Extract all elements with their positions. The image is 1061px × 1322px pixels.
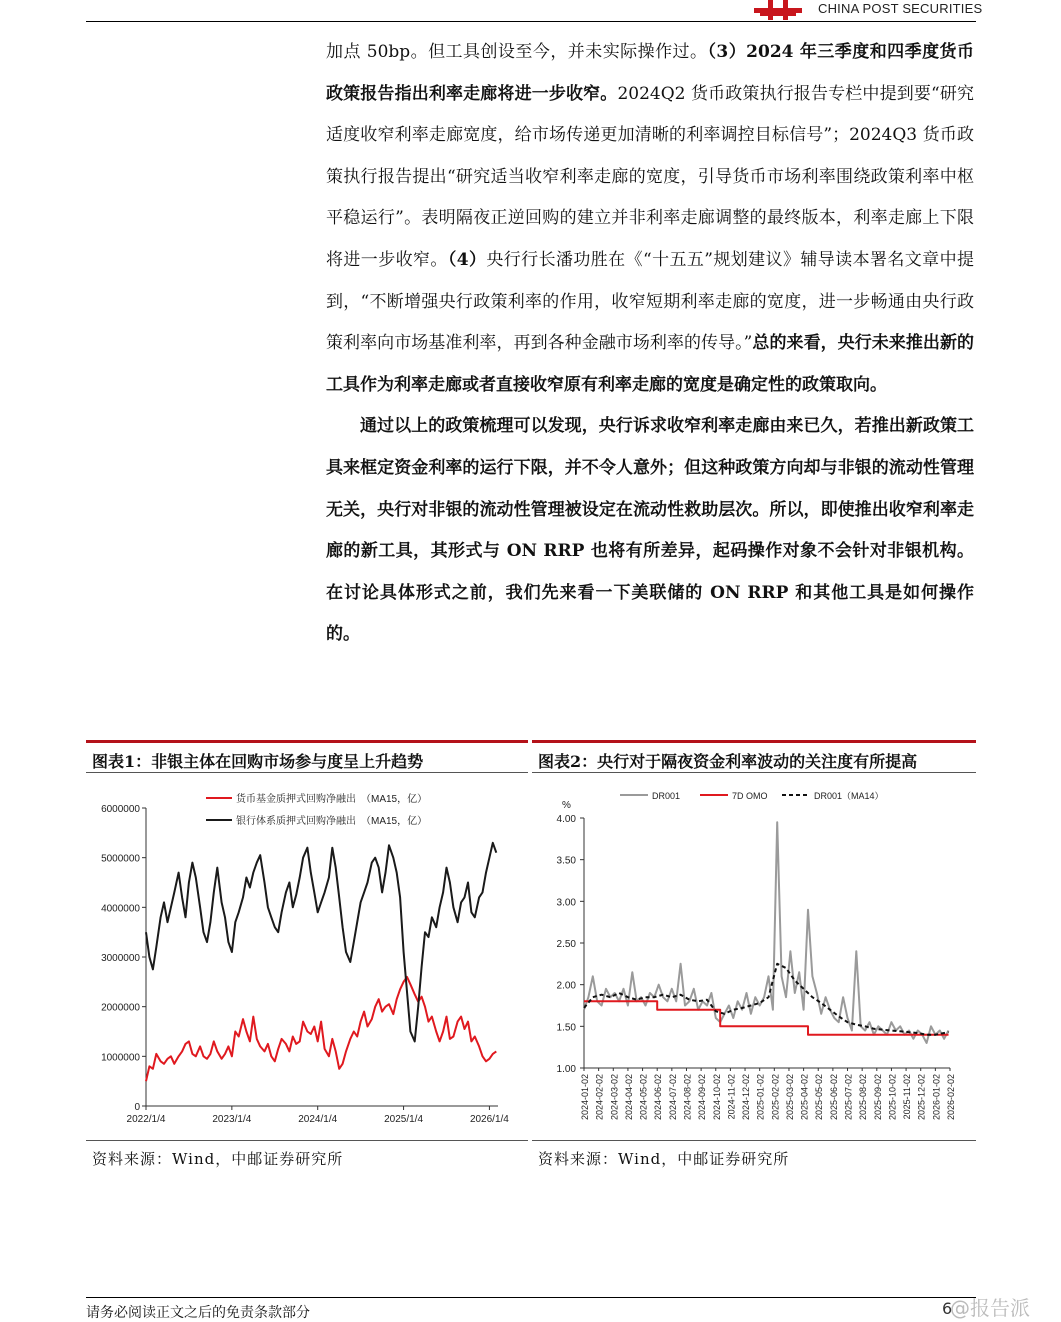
x-tick-label: 2024-10-02 [711, 1074, 722, 1121]
series-line-1 [146, 977, 496, 1081]
x-tick-label: 2025-12-02 [916, 1074, 927, 1121]
page-number: 6 [942, 1299, 953, 1318]
footer-disclaimer: 请务必阅读正文之后的免责条款部分 [86, 1305, 310, 1321]
footer-rule [86, 1297, 976, 1298]
x-tick-label: 2025-09-02 [872, 1074, 883, 1121]
p1-run-1: 加点 50bp。但工具创设至今，并未实际操作过。 [326, 42, 708, 62]
y-tick-label: 2.50 [556, 939, 576, 950]
x-tick-label: 2024-06-02 [653, 1074, 664, 1121]
x-tick-label: 2023/1/4 [212, 1114, 252, 1125]
x-tick-label: 2024-08-02 [682, 1074, 693, 1121]
china-post-securities-logo [752, 0, 804, 20]
y-tick-label: 1000000 [101, 1052, 140, 1064]
x-tick-label: 2024-11-02 [726, 1074, 737, 1120]
figure1-bottom-rule [86, 1140, 528, 1141]
x-tick-label: 2025-06-02 [828, 1074, 839, 1121]
x-tick-label: 2024-02-02 [594, 1074, 605, 1121]
x-tick-label: 2022/1/4 [126, 1114, 166, 1125]
series-line-2 [584, 1001, 949, 1034]
p1-run-3: 2024Q2 货币政策执行报告专栏中提到要“研究适度收窄利率走廊宽度，给市场传递更加清晰的利率调控目标信号”；2024Q3 货币政策执行报告提出“研究适当收窄利率走廊的宽度，引导货币市场利率围绕政策利率中枢平稳运行”。表明隔夜正逆回购的建立并非利率走廊调整的最终版本，利率走廊上下限将进一步收窄。 [326, 83, 974, 270]
y-tick-label: 3.00 [556, 897, 576, 909]
legend-label-2: 银行体系质押式回购净融出 （MA15，亿） [236, 816, 428, 827]
x-tick-label: 2024-04-02 [623, 1074, 634, 1121]
y-tick-label: 4000000 [101, 903, 140, 915]
figure2-source: 资料来源：Wind，中邮证券研究所 [538, 1150, 790, 1168]
x-tick-label: 2024-07-02 [667, 1074, 678, 1121]
brand-name: CHINA POST SECURITIES [818, 1, 983, 16]
legend-label-2: 7D OMO [732, 791, 768, 801]
x-tick-label: 2024-12-02 [741, 1074, 752, 1121]
x-tick-label: 2024-05-02 [638, 1074, 649, 1121]
figure1-chart [86, 778, 528, 1138]
paragraph-1 [326, 32, 974, 406]
figure2-bottom-rule [532, 1140, 976, 1141]
x-tick-label: 2026-01-02 [931, 1074, 942, 1121]
figure1-title: 图表1：非银主体在回购市场参与度呈上升趋势 [92, 752, 424, 771]
y-tick-label: 5000000 [101, 853, 140, 865]
header-rule [86, 21, 976, 22]
figure1-source: 资料来源：Wind，中邮证券研究所 [92, 1150, 344, 1168]
x-tick-label: 2025-04-02 [799, 1074, 810, 1121]
legend-label-1: 货币基金质押式回购净融出 （MA15，亿） [236, 794, 428, 805]
y-tick-label: 0 [134, 1102, 140, 1113]
y-tick-label: 3.50 [556, 855, 576, 867]
x-tick-label: 2025-03-02 [784, 1074, 795, 1121]
x-tick-label: 2025-11-02 [902, 1074, 913, 1120]
y-axis-unit: % [562, 800, 571, 811]
x-tick-label: 2025-05-02 [814, 1074, 825, 1121]
x-tick-label: 2026/1/4 [469, 1114, 509, 1125]
y-tick-label: 4.00 [556, 814, 576, 825]
figure1-title-bar [86, 740, 528, 743]
y-tick-label: 3000000 [101, 953, 140, 964]
x-tick-label: 2025-10-02 [887, 1074, 898, 1121]
body-text [326, 32, 974, 656]
x-tick-label: 2024/1/4 [298, 1114, 338, 1125]
y-tick-label: 1.50 [556, 1022, 576, 1034]
p1-run-4: （4） [447, 249, 487, 270]
figure1-top-rule [86, 772, 528, 773]
p1-run-2: （3）2024 年三季度和四季度货币政策报告指出利率走廊将进一步收窄。 [326, 42, 974, 104]
x-tick-label: 2025-08-02 [858, 1074, 869, 1121]
y-tick-label: 1.00 [556, 1064, 576, 1075]
x-tick-label: 2024-01-02 [580, 1074, 590, 1121]
p1-run-5: 央行行长潘功胜在《“十五五”规划建议》辅导读本署名文章中提到，“不断增强央行政策利率的作用，收窄短期利率走廊的宽度，进一步畅通由央行政策利率向市场基准利率，再到各种金融市场利率的传导。” [326, 249, 974, 354]
y-tick-label: 2.00 [556, 980, 576, 992]
y-tick-label: 2000000 [101, 1002, 140, 1014]
figure2-title: 图表2：央行对于隔夜资金利率波动的关注度有所提高 [538, 752, 918, 771]
series-line-2 [146, 843, 496, 1042]
x-tick-label: 2024-09-02 [697, 1074, 708, 1121]
x-tick-label: 2025-07-02 [843, 1074, 854, 1121]
x-tick-label: 2024-03-02 [609, 1074, 620, 1121]
p1-run-6: 总的来看，央行未来推出新的工具作为利率走廊或者直接收窄原有利率走廊的宽度是确定性的政策取向。 [326, 333, 974, 395]
watermark: @报告派 [950, 1296, 1030, 1320]
figure2-top-rule [532, 772, 976, 773]
x-tick-label: 2026-02-02 [946, 1074, 956, 1121]
x-tick-label: 2025/1/4 [384, 1114, 424, 1125]
figure2-chart [532, 778, 976, 1138]
paragraph-2: 通过以上的政策梳理可以发现，央行诉求收窄利率走廊由来已久，若推出新政策工具来框定资金利率的运行下限，并不令人意外；但这种政策方向却与非银的流动性管理无关，央行对非银的流动性管理被设定在流动性救助层次。所以，即使推出收窄利率走廊的新工具，其形式与 ON RRP 也将有所差异，起码操作对象不会针对非银机构。在讨论具体形式之前，我们先来看一下美联储的 ON RRP 和其他工具是如何操作的。 [326, 416, 975, 645]
x-tick-label: 2025-01-02 [755, 1074, 766, 1121]
y-tick-label: 6000000 [101, 804, 140, 815]
x-tick-label: 2025-02-02 [770, 1074, 781, 1121]
series-line-1 [584, 822, 949, 1043]
legend-label-1: DR001 [652, 791, 681, 801]
legend-label-3: DR001（MA14） [814, 791, 884, 801]
figure2-title-bar [532, 740, 976, 743]
